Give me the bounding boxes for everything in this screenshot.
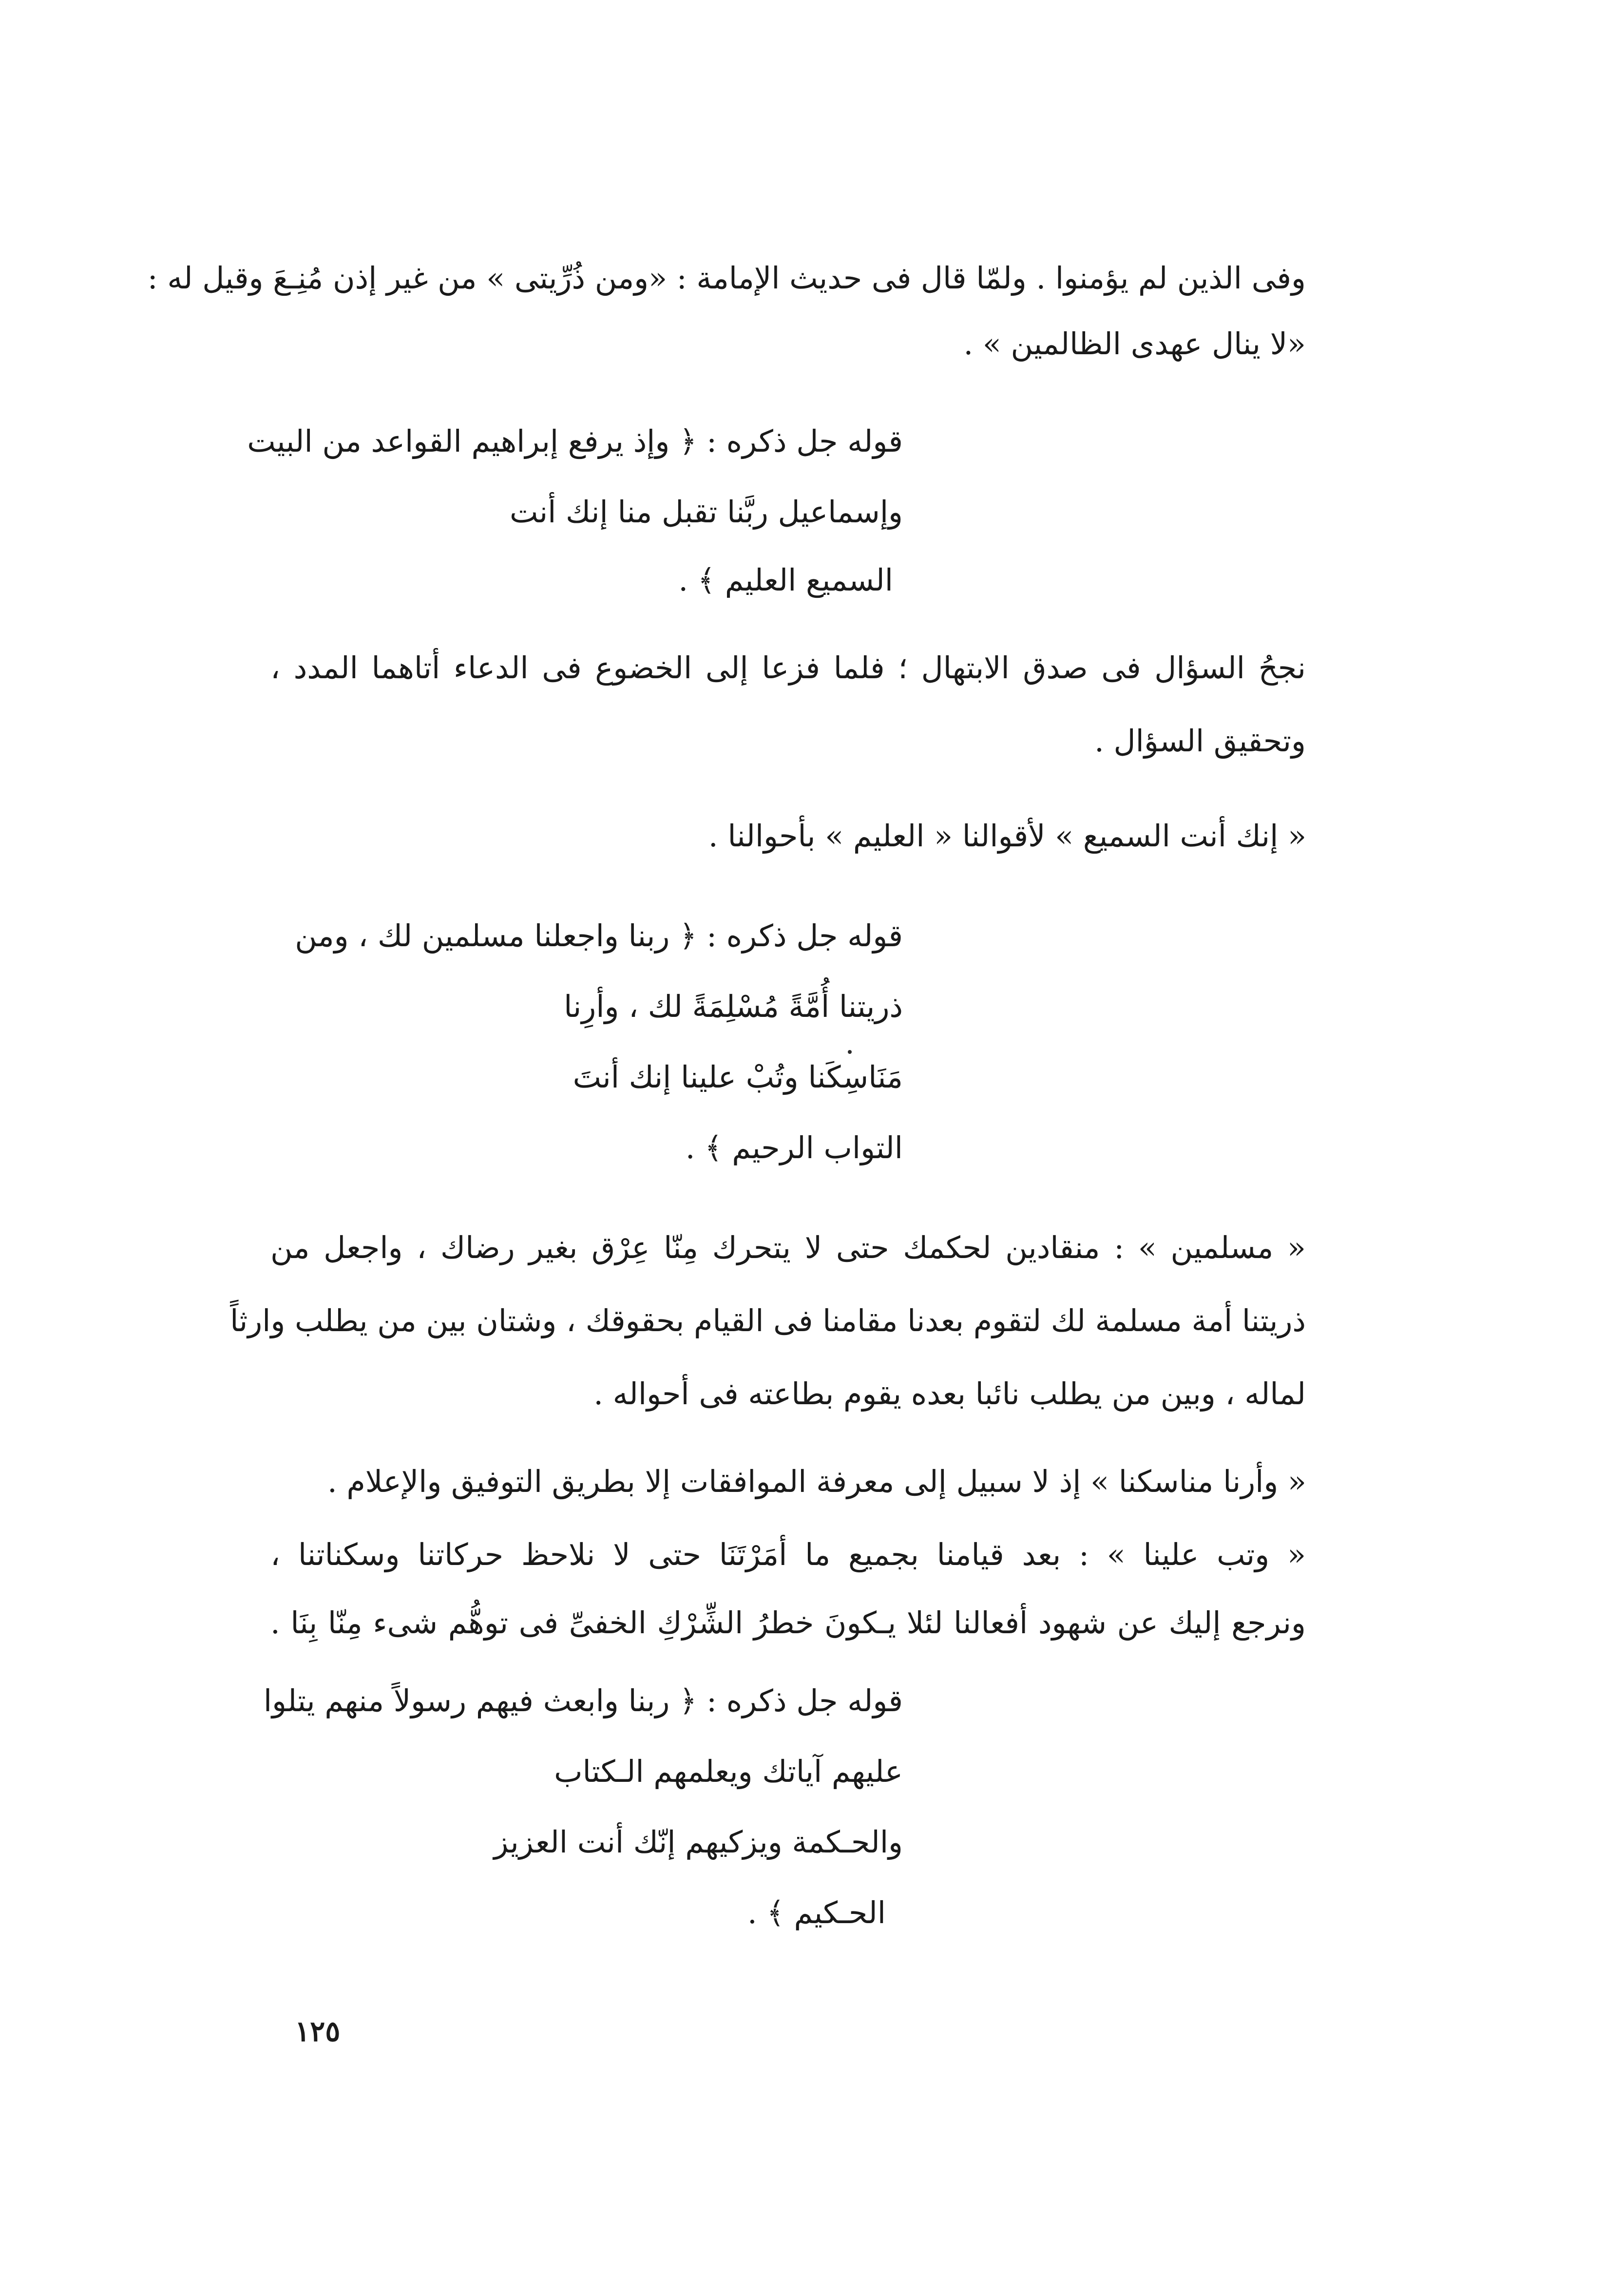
text-line: ذريتنا أمة مسلمة لك لتقوم بعدنا مقامنا فى القيام بحقوقك ، وشتان بين من يطلب وارثاً bbox=[230, 1303, 1306, 1338]
text-line: نجحُ السؤال فى صدق الابتهال ؛ فلما فزعا إلى الخضوع فى الدعاء أتاهما المدد ، bbox=[270, 650, 1306, 686]
verse-line: الحـكيم ﴾ . bbox=[747, 1895, 886, 1930]
text-line: « وأرنا مناسكنا » إذ لا سبيل إلى معرفة الموافقات إلا بطريق التوفيق والإعلام . bbox=[327, 1464, 1306, 1499]
verse-line: التواب الرحيم ﴾ . bbox=[685, 1130, 903, 1165]
text-line: ونرجع إليك عن شهود أفعالنا لئلا يـكونَ خطرُ الشِّرْكِ الخفىِّ فى توهُّم شىء مِنّا بِنَا . bbox=[270, 1605, 1306, 1641]
verse-line: وإسماعيل ربَّنا تقبل منا إنك أنت bbox=[509, 494, 903, 530]
verse-line: السميع العليم ﴾ . bbox=[678, 562, 893, 598]
text-line: وفى الذين لم يؤمنوا . ولمّا قال فى حديث الإمامة : «ومن ذُرِّيتى » من غير إذن مُنِـعَ وقيل له : bbox=[147, 260, 1306, 296]
verse-heading-line: قوله جل ذكره : ﴿ ربنا وابعث فيهم رسولاً منهم يتلوا bbox=[263, 1683, 903, 1718]
text-line: لماله ، وبين من يطلب نائبا بعده يقوم بطاعته فى أحواله . bbox=[593, 1376, 1306, 1412]
verse-line: والحـكمة ويزكيهم إنّك أنت العزيز bbox=[494, 1824, 903, 1860]
verse-heading-line: قوله جل ذكره : ﴿ وإذ يرفع إبراهيم القواعد من البيت bbox=[247, 423, 903, 459]
verse-line: مَنَاسِكَنا وتُبْ علينا إنك أنتَ bbox=[573, 1059, 903, 1095]
verse-heading-line: قوله جل ذكره : ﴿ ربنا واجعلنا مسلمين لك ، ومن bbox=[295, 918, 903, 954]
text-line: «لا ينال عهدى الظالمين » . bbox=[963, 326, 1306, 362]
ink-mark bbox=[848, 1050, 852, 1054]
page-number: ١٢٥ bbox=[295, 2015, 341, 2048]
text-line: « مسلمين » : منقادين لحكمك حتى لا يتحرك مِنّا عِرْق بغير رضاك ، واجعل من bbox=[270, 1230, 1306, 1265]
verse-line: عليهم آياتك ويعلمهم الـكتاب bbox=[554, 1754, 903, 1789]
text-line: وتحقيق السؤال . bbox=[1094, 723, 1306, 759]
text-line: « وتب علينا » : بعد قيامنا بجميع ما أمَرْتَنَا حتى لا نلاحظ حركاتنا وسكناتنا ، bbox=[270, 1537, 1306, 1572]
text-line: « إنك أنت السميع » لأقوالنا « العليم » بأحوالنا . bbox=[708, 818, 1306, 854]
verse-line: ذريتنا أُمَّةً مُسْلِمَةً لك ، وأرِنا bbox=[564, 989, 903, 1024]
